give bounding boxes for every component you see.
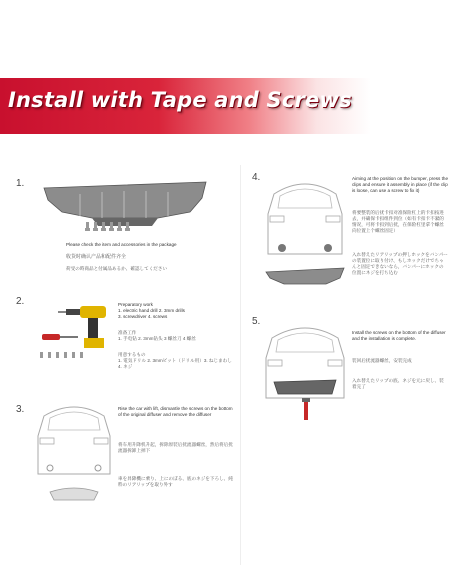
step-5-english-text: Install the screws on the bottom of the diffuser and the installation is complete. [352, 330, 446, 341]
step-4-english-text: Aiming at the position on the bumper, press the clips and ensure it assembly in place (if the clip is loose, can use a screw to fix it) [352, 176, 449, 193]
step-3-japanese-text: 車を昇降機に乗り、上にのぼる、底のネジを下ろし、純粋のリアリップを取り外す [118, 476, 233, 487]
step-5-car-rear-illustration [260, 318, 350, 430]
step-2-english-text: Preparatory work 1. electric hand drill 2. 3mm drills 3. screwdriver 4. screws [118, 302, 185, 319]
step-1-english-text: Please check the item and accessories in the package [66, 242, 177, 247]
step-4-car-rear-illustration [262, 174, 348, 292]
step-3-english-text: Rise the car with lift, dismantle the screws on the bottom of the original diffuser and remove the diffuser [118, 406, 233, 417]
step-3-chinese-text: 将车用升降机升起，拆除原装后扰流器螺丝，然后将后扰流器拆卸上掉下 [118, 442, 233, 453]
step-4-japanese-text: 入れ替えたリアリップの押しホックをバンパーの装置位に取り付け、もしホックだけでちゃんと固定できないなら，バンパーにホックの位置にネジを打ち込む [352, 252, 448, 275]
column-divider [240, 165, 241, 565]
step-5-japanese-text: 入れ替えたリップの底、ネジを元に戻し、装着完了 [352, 378, 444, 389]
step-3-car-rear-illustration [30, 396, 118, 506]
step-2-number: 2. [16, 296, 25, 307]
step-5-number: 5. [252, 316, 261, 327]
step-2-chinese-text: 准备工作 1. 手电钻 2. 3mm钻头 3 螺丝刀 4 螺丝 [118, 330, 196, 341]
step-1-number: 1. [16, 178, 25, 189]
step-1-japanese-text: 荷受の時商品と付属品あるか、確認してください [66, 266, 168, 271]
step-3-number: 3. [16, 404, 25, 415]
step-4-chinese-text: 将要整装的后扰卡扣对准保险杠上的卡扣按进去，并确保卡扣组件到位（如有卡扣卡不紧的情况，可将卡扣到后扰，在保险杠里拿个螺丝向位置上个螺丝固定） [352, 210, 444, 233]
step-2-japanese-text: 用意するもの 1. 電気ドリル 2. 3mmビット（ドリル用）3. ねじまわし 4. ネジ [118, 352, 232, 369]
step-5-chinese-text: 装回后扰流器螺丝，安装完成 [352, 358, 412, 363]
page-title: Install with Tape and Screws [8, 88, 352, 112]
step-1-clips-icon [84, 220, 144, 236]
step-4-number: 4. [252, 172, 261, 183]
step-1-chinese-text: 收货时确认产品和配件齐全 [66, 254, 127, 260]
step-2-tools-illustration [36, 300, 116, 364]
